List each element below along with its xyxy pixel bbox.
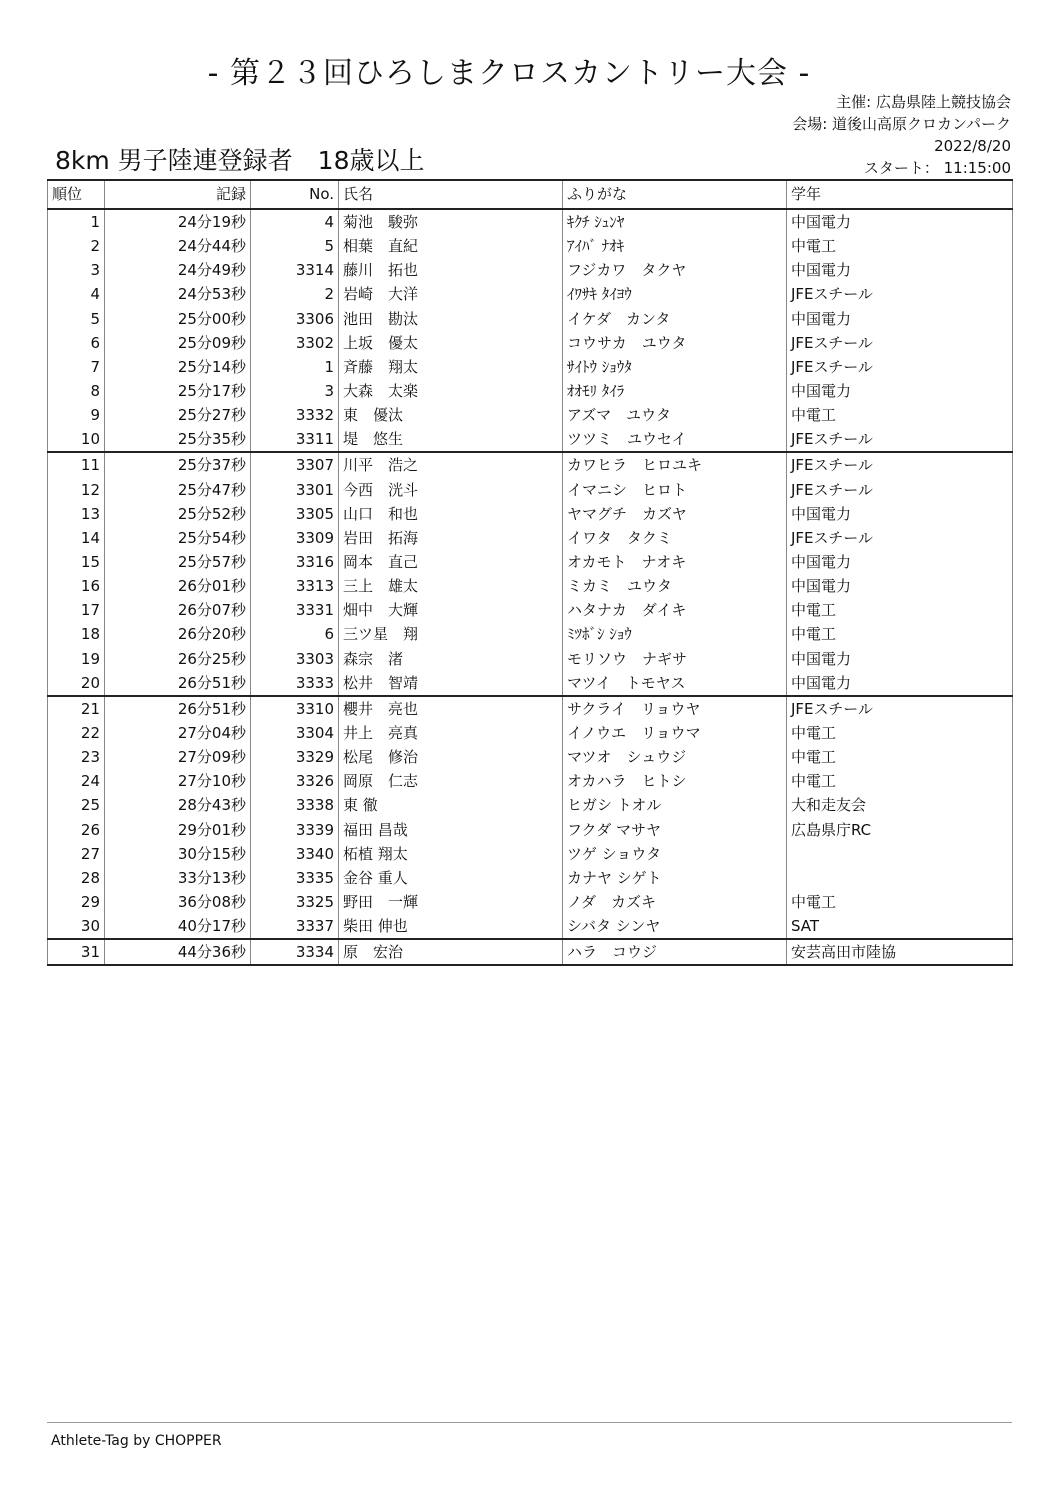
cell-bib-number: 1 [251, 355, 339, 379]
cell-bib-number: 3333 [251, 671, 339, 696]
cell-furigana: イワタ タクミ [563, 526, 787, 550]
cell-bib-number: 3334 [251, 939, 339, 965]
cell-time: 25分54秒 [105, 526, 251, 550]
cell-rank: 29 [48, 890, 105, 914]
cell-bib-number: 3325 [251, 890, 339, 914]
table-row [48, 403, 1013, 427]
cell-bib-number: 3307 [251, 452, 339, 477]
cell-bib-number: 3313 [251, 574, 339, 598]
cell-furigana: ヤマグチ カズヤ [563, 502, 787, 526]
header-time: 記録 [105, 180, 251, 209]
cell-rank: 10 [48, 427, 105, 452]
cell-team: JFEスチール [787, 478, 1013, 502]
cell-bib-number: 3310 [251, 696, 339, 721]
cell-rank: 4 [48, 282, 105, 306]
cell-bib-number: 3311 [251, 427, 339, 452]
header-team: 学年 [787, 180, 1013, 209]
cell-furigana: ヒガシ トオル [563, 793, 787, 817]
event-date: 2022/8/20 [934, 137, 1011, 155]
cell-furigana: ハタナカ ダイキ [563, 598, 787, 622]
cell-team: 中国電力 [787, 502, 1013, 526]
cell-bib-number: 3337 [251, 914, 339, 939]
results-body [48, 209, 1013, 965]
page-title: - 第２３回ひろしまクロスカントリー大会 - [207, 56, 811, 91]
cell-bib-number: 3 [251, 379, 339, 403]
cell-time: 26分07秒 [105, 598, 251, 622]
cell-bib-number: 3314 [251, 258, 339, 282]
cell-furigana: ｵｵﾓﾘ ﾀｲﾗ [563, 379, 787, 403]
cell-athlete-name: 斉藤 翔太 [339, 355, 563, 379]
cell-team [787, 866, 1013, 890]
cell-rank: 8 [48, 379, 105, 403]
cell-furigana: サクライ リョウヤ [563, 696, 787, 721]
cell-athlete-name: 大森 太楽 [339, 379, 563, 403]
cell-bib-number: 3302 [251, 331, 339, 355]
cell-team: JFEスチール [787, 282, 1013, 306]
cell-athlete-name: 柘植 翔太 [339, 842, 563, 866]
cell-athlete-name: 井上 亮真 [339, 721, 563, 745]
cell-time: 36分08秒 [105, 890, 251, 914]
cell-furigana: ｷｸﾁ ｼｭﾝﾔ [563, 209, 787, 234]
table-row [48, 696, 1013, 721]
table-row [48, 282, 1013, 306]
cell-team: JFEスチール [787, 331, 1013, 355]
header-no: No. [251, 180, 339, 209]
cell-furigana: イケダ カンタ [563, 307, 787, 331]
cell-bib-number: 3309 [251, 526, 339, 550]
table-row [48, 502, 1013, 526]
cell-bib-number: 6 [251, 622, 339, 646]
cell-furigana: フクダ マサヤ [563, 818, 787, 842]
cell-bib-number: 3301 [251, 478, 339, 502]
table-row [48, 622, 1013, 646]
cell-time: 33分13秒 [105, 866, 251, 890]
cell-furigana: マツイ トモヤス [563, 671, 787, 696]
table-row [48, 890, 1013, 914]
table-row [48, 574, 1013, 598]
cell-athlete-name: 野田 一輝 [339, 890, 563, 914]
cell-time: 25分09秒 [105, 331, 251, 355]
cell-rank: 11 [48, 452, 105, 477]
cell-athlete-name: 岡原 仁志 [339, 769, 563, 793]
cell-furigana: マツオ シュウジ [563, 745, 787, 769]
cell-team: 中国電力 [787, 258, 1013, 282]
cell-team: JFEスチール [787, 355, 1013, 379]
cell-bib-number: 3340 [251, 842, 339, 866]
table-row [48, 307, 1013, 331]
cell-bib-number: 3316 [251, 550, 339, 574]
cell-athlete-name: 櫻井 亮也 [339, 696, 563, 721]
cell-bib-number: 5 [251, 234, 339, 258]
cell-athlete-name: 岩田 拓海 [339, 526, 563, 550]
cell-team: 中電工 [787, 403, 1013, 427]
cell-team: 中電工 [787, 234, 1013, 258]
cell-rank: 30 [48, 914, 105, 939]
cell-team: 大和走友会 [787, 793, 1013, 817]
cell-rank: 7 [48, 355, 105, 379]
cell-furigana: カナヤ シゲト [563, 866, 787, 890]
cell-furigana: ｻｲﾄｳ ｼｮｳﾀ [563, 355, 787, 379]
cell-athlete-name: 池田 勘汰 [339, 307, 563, 331]
cell-time: 24分53秒 [105, 282, 251, 306]
cell-athlete-name: 堤 悠生 [339, 427, 563, 452]
cell-rank: 24 [48, 769, 105, 793]
cell-bib-number: 3332 [251, 403, 339, 427]
table-row [48, 866, 1013, 890]
table-row [48, 914, 1013, 939]
cell-time: 25分27秒 [105, 403, 251, 427]
cell-furigana: ミカミ ユウタ [563, 574, 787, 598]
cell-time: 26分25秒 [105, 647, 251, 671]
header-kana: ふりがな [563, 180, 787, 209]
cell-time: 26分51秒 [105, 671, 251, 696]
cell-team: JFEスチール [787, 452, 1013, 477]
cell-rank: 1 [48, 209, 105, 234]
cell-team: 安芸高田市陸協 [787, 939, 1013, 965]
cell-team: 中電工 [787, 745, 1013, 769]
cell-athlete-name: 原 宏治 [339, 939, 563, 965]
cell-team: 中国電力 [787, 647, 1013, 671]
cell-furigana: ツゲ ショウタ [563, 842, 787, 866]
cell-rank: 14 [48, 526, 105, 550]
cell-time: 29分01秒 [105, 818, 251, 842]
cell-team: 広島県庁RC [787, 818, 1013, 842]
cell-rank: 5 [48, 307, 105, 331]
table-row [48, 331, 1013, 355]
cell-time: 28分43秒 [105, 793, 251, 817]
cell-furigana: オカハラ ヒトシ [563, 769, 787, 793]
cell-rank: 9 [48, 403, 105, 427]
cell-rank: 2 [48, 234, 105, 258]
cell-team: JFEスチール [787, 526, 1013, 550]
cell-time: 30分15秒 [105, 842, 251, 866]
cell-time: 27分09秒 [105, 745, 251, 769]
cell-team: 中電工 [787, 598, 1013, 622]
event-meta [792, 91, 1011, 179]
cell-team: 中国電力 [787, 307, 1013, 331]
cell-rank: 17 [48, 598, 105, 622]
cell-bib-number: 3338 [251, 793, 339, 817]
cell-furigana: シバタ シンヤ [563, 914, 787, 939]
table-row [48, 427, 1013, 452]
cell-bib-number: 3331 [251, 598, 339, 622]
table-row [48, 526, 1013, 550]
cell-bib-number: 3304 [251, 721, 339, 745]
cell-time: 44分36秒 [105, 939, 251, 965]
cell-furigana: ｲﾜｻｷ ﾀｲﾖｳ [563, 282, 787, 306]
cell-team: 中国電力 [787, 550, 1013, 574]
cell-time: 25分57秒 [105, 550, 251, 574]
footer-credit: Athlete-Tag by CHOPPER [51, 1433, 222, 1449]
cell-bib-number: 3339 [251, 818, 339, 842]
table-row [48, 209, 1013, 234]
table-row [48, 452, 1013, 477]
cell-rank: 13 [48, 502, 105, 526]
cell-bib-number: 3326 [251, 769, 339, 793]
cell-rank: 3 [48, 258, 105, 282]
cell-rank: 19 [48, 647, 105, 671]
cell-bib-number: 3306 [251, 307, 339, 331]
table-row [48, 598, 1013, 622]
cell-team: 中電工 [787, 622, 1013, 646]
cell-team [787, 842, 1013, 866]
cell-time: 26分20秒 [105, 622, 251, 646]
cell-rank: 25 [48, 793, 105, 817]
table-row [48, 478, 1013, 502]
cell-athlete-name: 松尾 修治 [339, 745, 563, 769]
cell-rank: 31 [48, 939, 105, 965]
cell-time: 26分01秒 [105, 574, 251, 598]
cell-rank: 12 [48, 478, 105, 502]
cell-athlete-name: 畑中 大輝 [339, 598, 563, 622]
cell-furigana: イマニシ ヒロト [563, 478, 787, 502]
cell-furigana: モリソウ ナギサ [563, 647, 787, 671]
cell-time: 25分00秒 [105, 307, 251, 331]
cell-bib-number: 2 [251, 282, 339, 306]
cell-team: 中国電力 [787, 209, 1013, 234]
table-row [48, 647, 1013, 671]
cell-time: 25分17秒 [105, 379, 251, 403]
table-header-row [48, 180, 1013, 209]
table-row [48, 939, 1013, 965]
cell-athlete-name: 三ツ星 翔 [339, 622, 563, 646]
cell-team: 中国電力 [787, 574, 1013, 598]
cell-furigana: ﾐﾂﾎﾞｼ ｼｮｳ [563, 622, 787, 646]
venue: 会場: 道後山高原クロカンパーク [792, 115, 1011, 133]
table-row [48, 355, 1013, 379]
cell-time: 24分49秒 [105, 258, 251, 282]
cell-athlete-name: 柴田 伸也 [339, 914, 563, 939]
cell-time: 25分47秒 [105, 478, 251, 502]
cell-athlete-name: 藤川 拓也 [339, 258, 563, 282]
table-row [48, 234, 1013, 258]
cell-time: 27分10秒 [105, 769, 251, 793]
cell-time: 26分51秒 [105, 696, 251, 721]
cell-team: 中電工 [787, 721, 1013, 745]
cell-team: JFEスチール [787, 427, 1013, 452]
cell-athlete-name: 松井 智靖 [339, 671, 563, 696]
cell-team: 中電工 [787, 769, 1013, 793]
footer-divider [47, 1422, 1012, 1423]
cell-athlete-name: 上坂 優太 [339, 331, 563, 355]
cell-furigana: ノダ カズキ [563, 890, 787, 914]
table-row [48, 550, 1013, 574]
cell-team: 中国電力 [787, 379, 1013, 403]
cell-athlete-name: 東 徹 [339, 793, 563, 817]
table-row [48, 818, 1013, 842]
cell-time: 27分04秒 [105, 721, 251, 745]
header-rank: 順位 [48, 180, 105, 209]
cell-furigana: フジカワ タクヤ [563, 258, 787, 282]
cell-athlete-name: 今西 洸斗 [339, 478, 563, 502]
header-name: 氏名 [339, 180, 563, 209]
cell-time: 25分35秒 [105, 427, 251, 452]
cell-rank: 6 [48, 331, 105, 355]
cell-bib-number: 3303 [251, 647, 339, 671]
cell-rank: 20 [48, 671, 105, 696]
table-row [48, 793, 1013, 817]
cell-furigana: コウサカ ユウタ [563, 331, 787, 355]
cell-furigana: カワヒラ ヒロユキ [563, 452, 787, 477]
cell-team: 中電工 [787, 890, 1013, 914]
cell-team: 中国電力 [787, 671, 1013, 696]
cell-athlete-name: 相葉 直紀 [339, 234, 563, 258]
cell-time: 25分14秒 [105, 355, 251, 379]
cell-time: 25分52秒 [105, 502, 251, 526]
cell-athlete-name: 福田 昌哉 [339, 818, 563, 842]
race-category: 8km 男子陸連登録者 18歳以上 [55, 146, 425, 175]
cell-team: SAT [787, 914, 1013, 939]
cell-athlete-name: 川平 浩之 [339, 452, 563, 477]
cell-athlete-name: 山口 和也 [339, 502, 563, 526]
cell-athlete-name: 東 優汰 [339, 403, 563, 427]
cell-time: 40分17秒 [105, 914, 251, 939]
cell-athlete-name: 菊池 駿弥 [339, 209, 563, 234]
cell-rank: 26 [48, 818, 105, 842]
cell-rank: 18 [48, 622, 105, 646]
cell-rank: 21 [48, 696, 105, 721]
cell-furigana: イノウエ リョウマ [563, 721, 787, 745]
table-row [48, 671, 1013, 696]
table-row [48, 379, 1013, 403]
cell-bib-number: 3305 [251, 502, 339, 526]
cell-athlete-name: 三上 雄太 [339, 574, 563, 598]
results-table [47, 179, 1013, 966]
cell-furigana: ｱｲﾊﾞ ﾅｵｷ [563, 234, 787, 258]
cell-rank: 16 [48, 574, 105, 598]
cell-furigana: ハラ コウジ [563, 939, 787, 965]
cell-furigana: オカモト ナオキ [563, 550, 787, 574]
organizer: 主催: 広島県陸上競技協会 [836, 93, 1011, 111]
cell-bib-number: 3335 [251, 866, 339, 890]
cell-furigana: ツツミ ユウセイ [563, 427, 787, 452]
cell-time: 25分37秒 [105, 452, 251, 477]
cell-time: 24分44秒 [105, 234, 251, 258]
table-row [48, 842, 1013, 866]
cell-rank: 28 [48, 866, 105, 890]
table-row [48, 745, 1013, 769]
cell-bib-number: 4 [251, 209, 339, 234]
cell-athlete-name: 岡本 直己 [339, 550, 563, 574]
cell-rank: 27 [48, 842, 105, 866]
cell-athlete-name: 森宗 渚 [339, 647, 563, 671]
cell-bib-number: 3329 [251, 745, 339, 769]
cell-rank: 15 [48, 550, 105, 574]
table-row [48, 258, 1013, 282]
cell-rank: 22 [48, 721, 105, 745]
cell-athlete-name: 岩崎 大洋 [339, 282, 563, 306]
cell-team: JFEスチール [787, 696, 1013, 721]
table-row [48, 721, 1013, 745]
table-row [48, 769, 1013, 793]
cell-athlete-name: 金谷 重人 [339, 866, 563, 890]
cell-time: 24分19秒 [105, 209, 251, 234]
cell-furigana: アズマ ユウタ [563, 403, 787, 427]
start-time: スタート： 11:15:00 [863, 159, 1011, 177]
cell-rank: 23 [48, 745, 105, 769]
